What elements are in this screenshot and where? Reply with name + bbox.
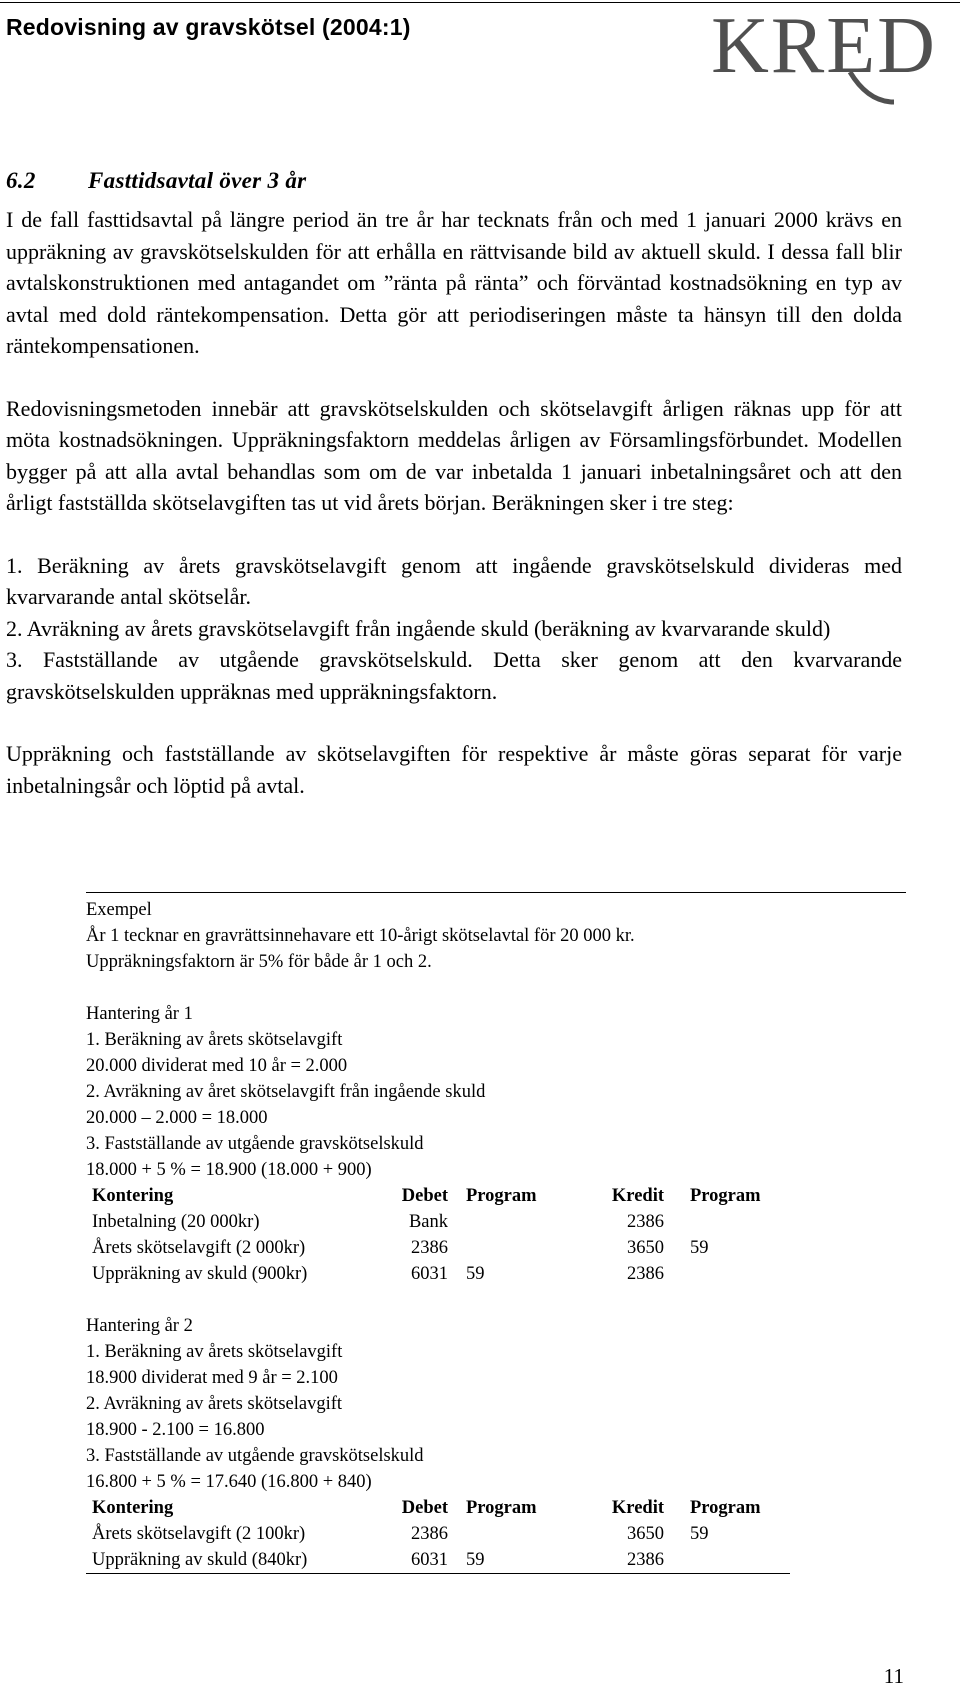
example-intro-line-1: År 1 tecknar en gravrättsinnehavare ett 10-årigt skötselavtal för 20 000 kr. — [86, 926, 635, 946]
table-header: Debet — [401, 1498, 448, 1518]
table-row — [86, 1547, 790, 1574]
table-header: Debet — [401, 1186, 448, 1206]
table-cell: Bank — [408, 1212, 448, 1232]
year-2-heading: Hantering år 2 — [86, 1316, 193, 1336]
table-cell: 2386 — [411, 1238, 448, 1258]
table-cell: Inbetalning (20 000kr) — [92, 1212, 260, 1232]
section-heading — [6, 168, 902, 194]
table-header-row — [86, 1183, 790, 1209]
main-content — [6, 168, 902, 801]
table-header: Kontering — [92, 1186, 174, 1206]
paragraph-conclusion: Uppräkning och fastställande av skötselavgiften för respektive år måste göras separat för varje inbetalningsår och löptid på avtal. — [6, 741, 902, 798]
step-1-text: 1. Beräkning av årets gravskötselavgift genom att ingående gravskötselskuld divideras med kvarvarande antal skötselår. — [6, 552, 902, 609]
table-cell — [448, 1235, 586, 1261]
step-3-text: 3. Fastställande av utgående gravskötselskuld. Detta sker genom att den kvarvarande gravskötselskulden uppräknas med uppräkningsfaktorn. — [6, 647, 902, 704]
example-intro-line-2: Uppräkningsfaktorn är 5% för både år 1 och 2. — [86, 952, 432, 972]
kred-logo-text: KRED — [711, 6, 937, 90]
table-header: Program — [690, 1498, 761, 1518]
table-row — [86, 1521, 790, 1547]
year-2-step-2-calc: 18.900 - 2.100 = 16.800 — [86, 1420, 265, 1440]
table-cell: Uppräkning av skuld (900kr) — [92, 1264, 308, 1284]
section-title: Fasttidsavtal över 3 år — [88, 168, 307, 193]
year-1-heading: Hantering år 1 — [86, 1004, 193, 1024]
year-2-step-2-title: 2. Avräkning av årets skötselavgift — [86, 1394, 343, 1414]
table-cell: 59 — [466, 1264, 485, 1284]
year-2-step-1-title: 1. Beräkning av årets skötselavgift — [86, 1342, 343, 1362]
example-heading: Exempel — [86, 900, 152, 920]
table-header: Program — [466, 1498, 537, 1518]
year-1-kontering-table — [86, 1183, 790, 1287]
year-2-kontering-table — [86, 1495, 790, 1574]
table-header: Program — [466, 1186, 537, 1206]
table-row — [86, 1235, 790, 1261]
header-rule — [0, 2, 960, 3]
page-number: 11 — [883, 1664, 904, 1688]
paragraph-intro: I de fall fasttidsavtal på längre period än tre år har tecknats från och med 1 januari 2000 krävs en uppräkning av gravskötselskulden för att erhålla en rättvisande bild av aktuell skuld. I dessa fall blir avtalskonstruktionen med antagandet om ”ränta på ränta” och förväntad kostnadsökning en typ av avtal med dold räntekompensation. Detta gör att periodiseringen måste ta hänsyn till den dolda räntekompensationen. — [6, 207, 902, 358]
table-cell: 6031 — [411, 1264, 448, 1284]
year-1-step-2-title: 2. Avräkning av året skötselavgift från ingående skuld — [86, 1082, 486, 1102]
kred-logo — [690, 6, 958, 110]
year-1-step-1-title: 1. Beräkning av årets skötselavgift — [86, 1030, 343, 1050]
table-row — [86, 1209, 790, 1235]
table-cell: 2386 — [627, 1264, 664, 1284]
table-row — [86, 1261, 790, 1287]
document-title: Redovisning av gravskötsel (2004:1) — [6, 14, 411, 40]
year-1-step-3-title: 3. Fastställande av utgående gravskötselskuld — [86, 1134, 424, 1154]
table-header: Kredit — [611, 1186, 664, 1206]
table-header: Program — [690, 1186, 761, 1206]
table-cell — [448, 1209, 586, 1235]
year-2-step-1-calc: 18.900 dividerat med 9 år = 2.100 — [86, 1368, 338, 1388]
section-number: 6.2 — [6, 168, 36, 193]
table-cell: 2386 — [627, 1212, 664, 1232]
example-box — [86, 892, 906, 1574]
table-cell: 59 — [690, 1238, 709, 1258]
table-cell: Årets skötselavgift (2 100kr) — [92, 1524, 306, 1544]
paragraph-method: Redovisningsmetoden innebär att gravskötselskulden och skötselavgift årligen räknas upp för att möta kostnadsökningen. Uppräkningsfaktorn meddelas årligen av Församlingsförbundet. Modellen bygger på att alla avtal behandlas som om de var inbetalda 1 januari inbetalningsåret och att den årligt fastställda skötselavgiften tas ut vid årets början. Beräkningen sker i tre steg: — [6, 395, 902, 515]
table-cell: 3650 — [627, 1524, 664, 1544]
table-cell: 6031 — [411, 1550, 448, 1570]
table-cell — [664, 1209, 790, 1235]
table-header: Kredit — [611, 1498, 664, 1518]
table-cell — [664, 1547, 790, 1574]
table-cell: Årets skötselavgift (2 000kr) — [92, 1238, 306, 1258]
table-cell: 59 — [466, 1550, 485, 1570]
table-cell — [448, 1521, 586, 1547]
table-cell: Uppräkning av skuld (840kr) — [92, 1550, 308, 1570]
table-header: Kontering — [92, 1498, 174, 1518]
year-1-step-1-calc: 20.000 dividerat med 10 år = 2.000 — [86, 1056, 348, 1076]
step-2-text: 2. Avräkning av årets gravskötselavgift från ingående skuld (beräkning av kvarvarande skuld) — [6, 615, 831, 641]
year-1-step-3-calc: 18.000 + 5 % = 18.900 (18.000 + 900) — [86, 1160, 372, 1180]
table-cell: 59 — [690, 1524, 709, 1544]
year-1-step-2-calc: 20.000 – 2.000 = 18.000 — [86, 1108, 268, 1128]
table-header-row — [86, 1495, 790, 1521]
table-cell — [664, 1261, 790, 1287]
year-2-step-3-title: 3. Fastställande av utgående gravskötselskuld — [86, 1446, 424, 1466]
year-2-step-3-calc: 16.800 + 5 % = 17.640 (16.800 + 840) — [86, 1472, 372, 1492]
table-cell: 3650 — [627, 1238, 664, 1258]
table-cell: 2386 — [627, 1550, 664, 1570]
table-cell: 2386 — [411, 1524, 448, 1544]
